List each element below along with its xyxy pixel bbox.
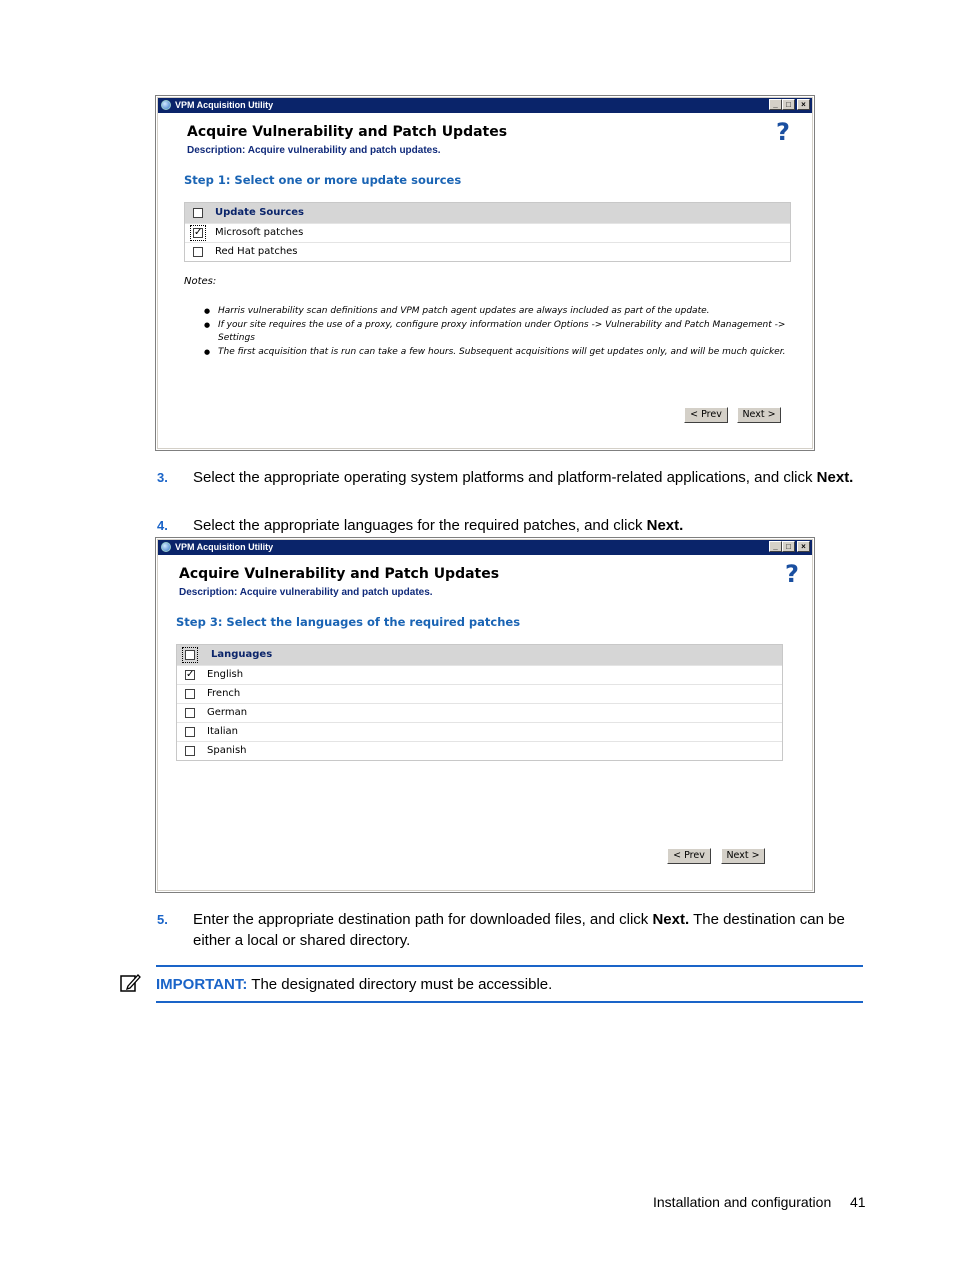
- footer-section-title: Installation and configuration: [653, 1194, 832, 1210]
- checkbox[interactable]: [193, 247, 203, 257]
- table-row[interactable]: [177, 685, 782, 704]
- notes-list: [204, 305, 794, 359]
- important-callout: [156, 965, 863, 1003]
- table-row[interactable]: [177, 704, 782, 723]
- select-all-checkbox[interactable]: [193, 208, 203, 218]
- window-titlebar: [158, 540, 812, 555]
- app-icon: [161, 542, 171, 552]
- step-title: Step 1: Select one or more update sources: [184, 173, 462, 187]
- help-icon[interactable]: ?: [785, 560, 799, 588]
- checkbox[interactable]: [185, 746, 195, 756]
- row-label: Italian: [207, 726, 239, 737]
- languages-table: [176, 644, 783, 761]
- checkbox-checked[interactable]: ✓: [194, 227, 203, 238]
- maximize-icon[interactable]: □: [782, 541, 795, 552]
- note-pencil-icon: [120, 973, 142, 993]
- help-icon[interactable]: ?: [776, 118, 790, 146]
- window-title: VPM Acquisition Utility: [175, 100, 274, 110]
- minimize-icon[interactable]: _: [769, 541, 782, 552]
- window-titlebar: [158, 98, 812, 113]
- page-description: Description: Acquire vulnerability and patch updates.: [187, 145, 441, 156]
- table-row[interactable]: [185, 243, 790, 261]
- note-item: ● The first acquisition that is run can take a few hours. Subsequent acquisitions will get updates only, and will be much quicker.: [204, 346, 794, 360]
- select-all-checkbox[interactable]: [185, 650, 195, 660]
- table-row[interactable]: [177, 666, 782, 685]
- row-label: Spanish: [207, 745, 247, 756]
- step-text-bold: Next.: [652, 911, 690, 928]
- note-item: ● Harris vulnerability scan definitions and VPM patch agent updates are always included as part of the update.: [204, 305, 794, 319]
- column-header: Languages: [211, 649, 273, 660]
- step-number: 3.: [157, 470, 168, 485]
- important-body: The designated directory must be accessible.: [251, 976, 553, 993]
- page-heading: Acquire Vulnerability and Patch Updates: [187, 124, 508, 140]
- row-label: Microsoft patches: [215, 227, 304, 238]
- step-text-body: Enter the appropriate destination path for downloaded files, and click: [193, 911, 649, 928]
- important-label: IMPORTANT:: [156, 976, 248, 993]
- table-row[interactable]: [185, 224, 790, 243]
- screenshot-window-languages: [155, 537, 815, 893]
- prev-button[interactable]: < Prev: [667, 848, 711, 864]
- step-text: [193, 515, 863, 536]
- row-label: German: [207, 707, 248, 718]
- table-row[interactable]: [177, 723, 782, 742]
- column-header: Update Sources: [215, 207, 305, 218]
- step-text-body: Select the appropriate languages for the required patches, and click: [193, 517, 643, 534]
- table-header-row: [177, 645, 782, 666]
- step-text-bold: Next.: [646, 517, 684, 534]
- checkbox-checked[interactable]: ✓: [186, 669, 195, 680]
- update-sources-table: [184, 202, 791, 262]
- close-icon[interactable]: ×: [797, 541, 810, 552]
- checkbox[interactable]: [185, 727, 195, 737]
- step-text: [193, 909, 863, 951]
- step-text: [193, 467, 863, 488]
- step-text-body: Select the appropriate operating system platforms and platform-related applications, and click: [193, 469, 813, 486]
- notes-label: Notes:: [184, 276, 217, 287]
- step-text-body-2: The destination can be either a local or shared directory.: [193, 911, 845, 949]
- app-icon: [161, 100, 171, 110]
- screenshot-window-update-sources: [155, 95, 815, 451]
- note-item: ● If your site requires the use of a proxy, configure proxy information under Options -> Vulnerability and Patch Management -> Settings: [204, 319, 794, 346]
- next-button[interactable]: Next >: [737, 407, 781, 423]
- next-button[interactable]: Next >: [721, 848, 765, 864]
- window-title: VPM Acquisition Utility: [175, 542, 274, 552]
- checkbox[interactable]: [185, 689, 195, 699]
- minimize-icon[interactable]: _: [769, 99, 782, 110]
- step-title: Step 3: Select the languages of the required patches: [176, 615, 521, 629]
- step-number: 4.: [157, 518, 168, 533]
- page-description: Description: Acquire vulnerability and patch updates.: [179, 587, 433, 598]
- maximize-icon[interactable]: □: [782, 99, 795, 110]
- row-label: French: [207, 688, 241, 699]
- step-number: 5.: [157, 912, 168, 927]
- row-label: English: [207, 669, 244, 680]
- prev-button[interactable]: < Prev: [684, 407, 728, 423]
- checkbox[interactable]: [185, 708, 195, 718]
- table-header-row: [185, 203, 790, 224]
- page-heading: Acquire Vulnerability and Patch Updates: [179, 566, 500, 582]
- important-text: [156, 974, 552, 995]
- row-label: Red Hat patches: [215, 246, 298, 257]
- table-row[interactable]: [177, 742, 782, 760]
- page-number: 41: [850, 1194, 866, 1210]
- step-text-bold: Next.: [816, 469, 854, 486]
- close-icon[interactable]: ×: [797, 99, 810, 110]
